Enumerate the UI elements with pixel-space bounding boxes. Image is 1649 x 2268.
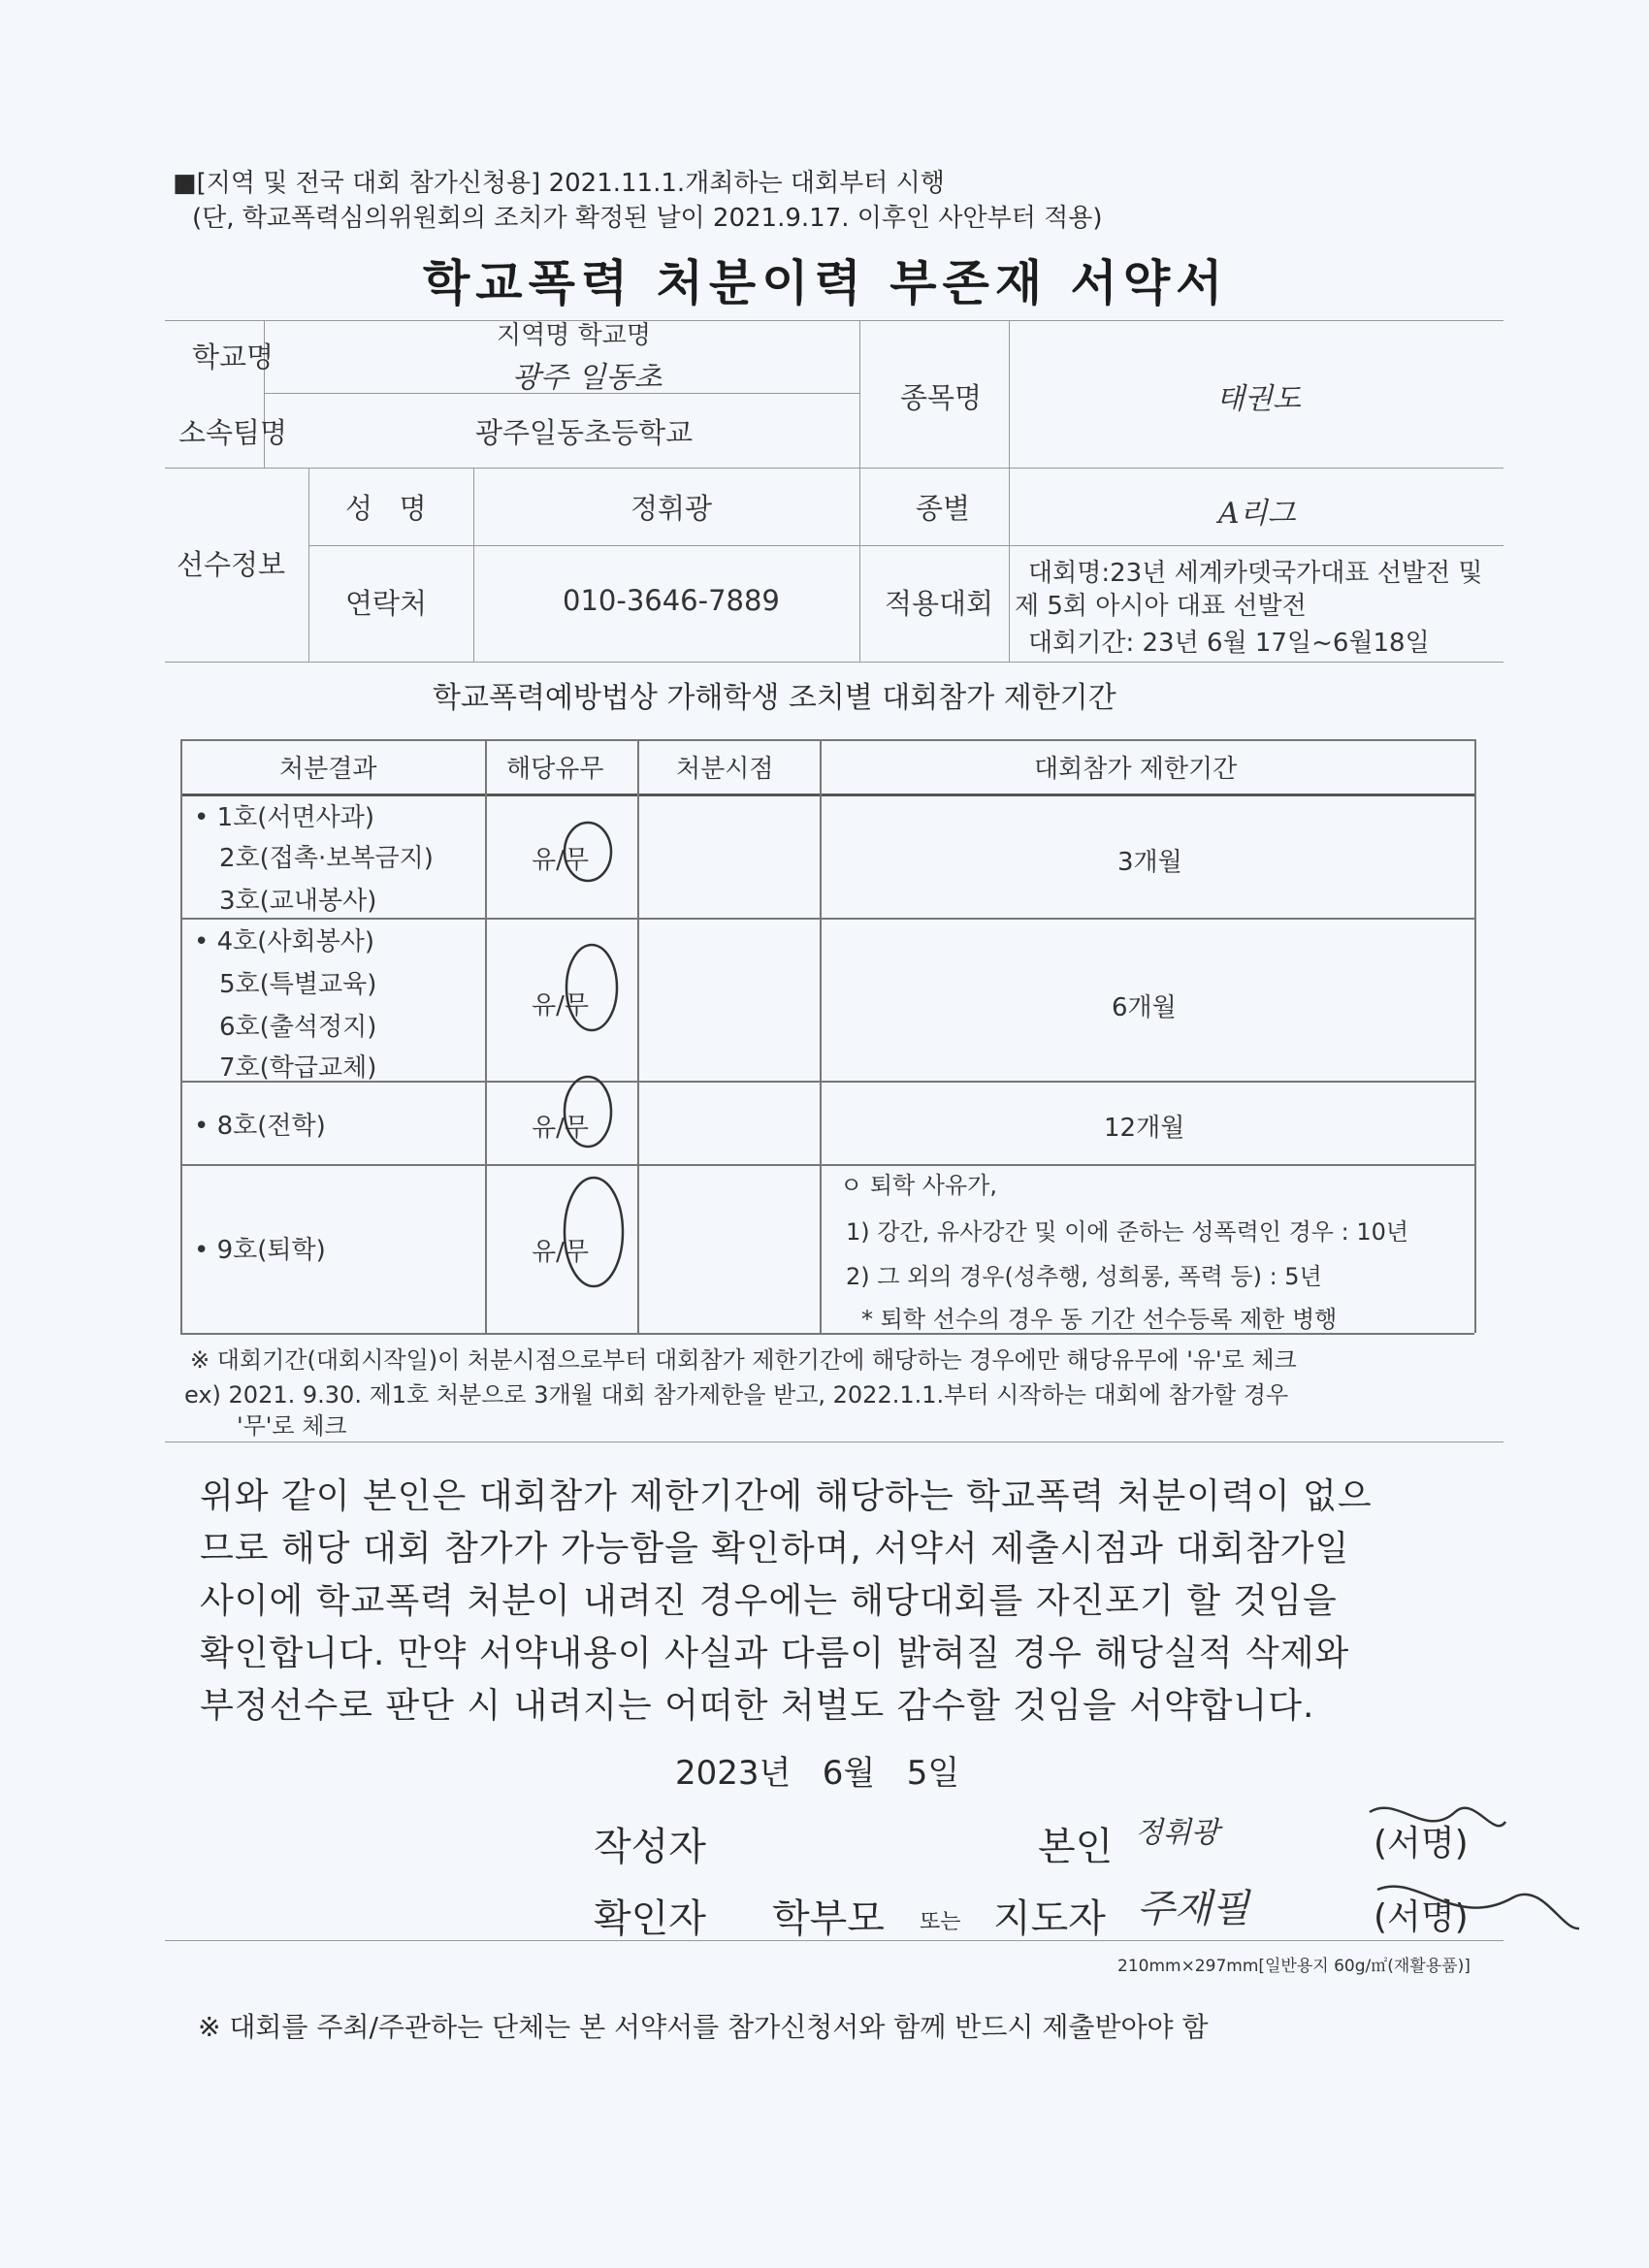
player-section-label: 선수정보: [177, 548, 286, 581]
info-mid-line: [165, 468, 1504, 469]
row3-yn: 유/무: [532, 1114, 589, 1143]
category-value: A리그: [1218, 497, 1296, 531]
pledge-line-4: 확인합니다. 만약 서약내용이 사실과 다름이 밝혀질 경우 해당실적 삭제와: [200, 1634, 1350, 1673]
row3-item-1: • 8호(전학): [194, 1112, 326, 1141]
paper-spec: 210mm×297mm[일반용지 60g/㎡(재활용품)]: [1117, 1957, 1471, 1976]
pledge-line-2: 므로 해당 대회 참가가 가능함을 확인하며, 서약서 제출시점과 대회참가일: [200, 1529, 1350, 1569]
name-label: 성 명: [345, 492, 427, 525]
table-vline-3: [820, 739, 822, 1333]
contact-label: 연락처: [345, 587, 428, 620]
table-row-3-border: [180, 1164, 1474, 1166]
pledge-line-1: 위와 같이 본인은 대회참가 제한기간에 해당하는 학교폭력 처분이력이 없으: [200, 1476, 1373, 1516]
row2-item-3: 6호(출석정지): [219, 1013, 377, 1042]
info-vline-5: [473, 468, 474, 662]
col-header-yn: 해당유무: [506, 755, 604, 784]
table-top-border: [180, 739, 1474, 741]
author-label: 작성자: [594, 1825, 706, 1869]
row4-period-line-2: 1) 강간, 유사강간 및 이에 준하는 성폭력인 경우 : 10년: [846, 1218, 1409, 1246]
note-2: ex) 2021. 9.30. 제1호 처분으로 3개월 대회 참가제한을 받고, 2022.1.1.부터 시작하는 대회에 참가할 경우: [184, 1381, 1289, 1409]
row1-item-3: 3호(교내봉사): [219, 887, 377, 916]
restriction-heading: 학교폭력예방법상 가해학생 조치별 대회참가 제한기간: [433, 681, 1116, 715]
event-label: 종목명: [900, 381, 983, 414]
row2-period: 6개월: [1112, 993, 1177, 1022]
row1-item-2: 2호(접촉·보복금지): [219, 844, 434, 873]
row4-period-line-1: ㅇ 퇴학 사유가,: [840, 1172, 997, 1199]
competition-period: 대회기간: 23년 6월 17일~6월18일: [1028, 629, 1430, 658]
category-label: 종별: [916, 492, 971, 525]
team-label: 소속팀명: [178, 416, 288, 449]
pledge-line-3: 사이에 학교폭력 처분이 내려진 경우에는 해당대회를 자진포기 할 것임을: [200, 1581, 1338, 1621]
info-bottom-line: [165, 662, 1504, 663]
row1-period: 3개월: [1117, 848, 1182, 877]
confirmer-label: 확인자: [594, 1896, 706, 1941]
info-player-divider: [308, 545, 1504, 546]
row2-item-2: 5호(특별교육): [219, 970, 377, 999]
info-vline-2: [859, 320, 860, 662]
self-sign-label: (서명): [1374, 1824, 1469, 1863]
row4-period-line-3: 2) 그 외의 경우(성추행, 성희롱, 폭력 등) : 5년: [846, 1263, 1322, 1290]
contact-value: 010-3646-7889: [563, 584, 780, 617]
pledge-line-5: 부정선수로 판단 시 내려지는 어떠한 처벌도 감수할 것임을 서약합니다.: [200, 1686, 1315, 1726]
note-1: ※ 대회기간(대회시작일)이 처분시점으로부터 대회참가 제한기간에 해당하는 경우에만 해당유무에 '유'로 체크: [190, 1346, 1297, 1374]
row2-item-4: 7호(학급교체): [219, 1053, 377, 1083]
header-line-2: (단, 학교폭력심의위원회의 조치가 확정된 날이 2021.9.17. 이후인 사안부터 적용): [192, 204, 1103, 233]
col-header-time: 처분시점: [676, 755, 774, 784]
row4-period-line-4: * 퇴학 선수의 경우 동 기간 선수등록 제한 병행: [861, 1306, 1338, 1333]
competition-label: 적용대회: [885, 587, 994, 620]
note-3: '무'로 체크: [237, 1412, 347, 1440]
parent-label: 학부모: [772, 1896, 885, 1941]
footer-note: ※ 대회를 주최/주관하는 단체는 본 서약서를 참가신청서와 함께 반드시 제출받아야 함: [198, 2011, 1209, 2043]
table-vline-1: [485, 739, 487, 1333]
row2-yn: 유/무: [532, 991, 589, 1021]
table-header-border: [180, 794, 1474, 796]
school-value: 광주 일동초: [512, 361, 663, 395]
info-top-line: [165, 320, 1504, 321]
row4-yn: 유/무: [532, 1238, 589, 1267]
table-vline-4: [1474, 739, 1476, 1333]
school-label: 학교명: [192, 340, 275, 373]
table-vline-2: [637, 739, 639, 1333]
document-title: 학교폭력 처분이력 부존재 서약서: [423, 255, 1229, 311]
self-name-handwritten: 정휘광: [1135, 1816, 1219, 1850]
pledge-date: 2023년 6월 5일: [675, 1754, 960, 1793]
competition-line-2: 제 5회 아시아 대표 선발전: [1015, 592, 1307, 621]
row1-yn: 유/무: [532, 846, 589, 875]
coach-name-handwritten: 주재필: [1137, 1887, 1249, 1931]
team-value: 광주일동초등학교: [475, 416, 694, 449]
or-label: 또는: [920, 1910, 961, 1934]
event-value: 태권도: [1216, 382, 1301, 416]
name-value: 정휘광: [630, 492, 713, 525]
table-vline-0: [180, 739, 182, 1333]
info-vline-4: [308, 468, 309, 662]
col-header-result: 처분결과: [279, 755, 377, 784]
row2-item-1: • 4호(사회봉사): [194, 927, 375, 956]
school-sub-label: 지역명 학교명: [497, 321, 651, 350]
coach-sign-label: (서명): [1374, 1897, 1469, 1937]
table-row-1-border: [180, 918, 1474, 920]
header-line-1: ■[지역 및 전국 대회 참가신청용] 2021.11.1.개최하는 대회부터 시행: [173, 169, 945, 198]
info-vline-3: [1009, 320, 1010, 662]
competition-line-1: 대회명:23년 세계카뎃국가대표 선발전 및: [1028, 559, 1483, 588]
row3-period: 12개월: [1104, 1114, 1185, 1143]
signature-divider: [165, 1940, 1504, 1941]
coach-label: 지도자: [993, 1896, 1106, 1941]
self-label: 본인: [1038, 1825, 1114, 1869]
row1-item-1: • 1호(서면사과): [194, 803, 375, 832]
row4-item-1: • 9호(퇴학): [194, 1236, 326, 1265]
col-header-period: 대회참가 제한기간: [1034, 755, 1238, 784]
